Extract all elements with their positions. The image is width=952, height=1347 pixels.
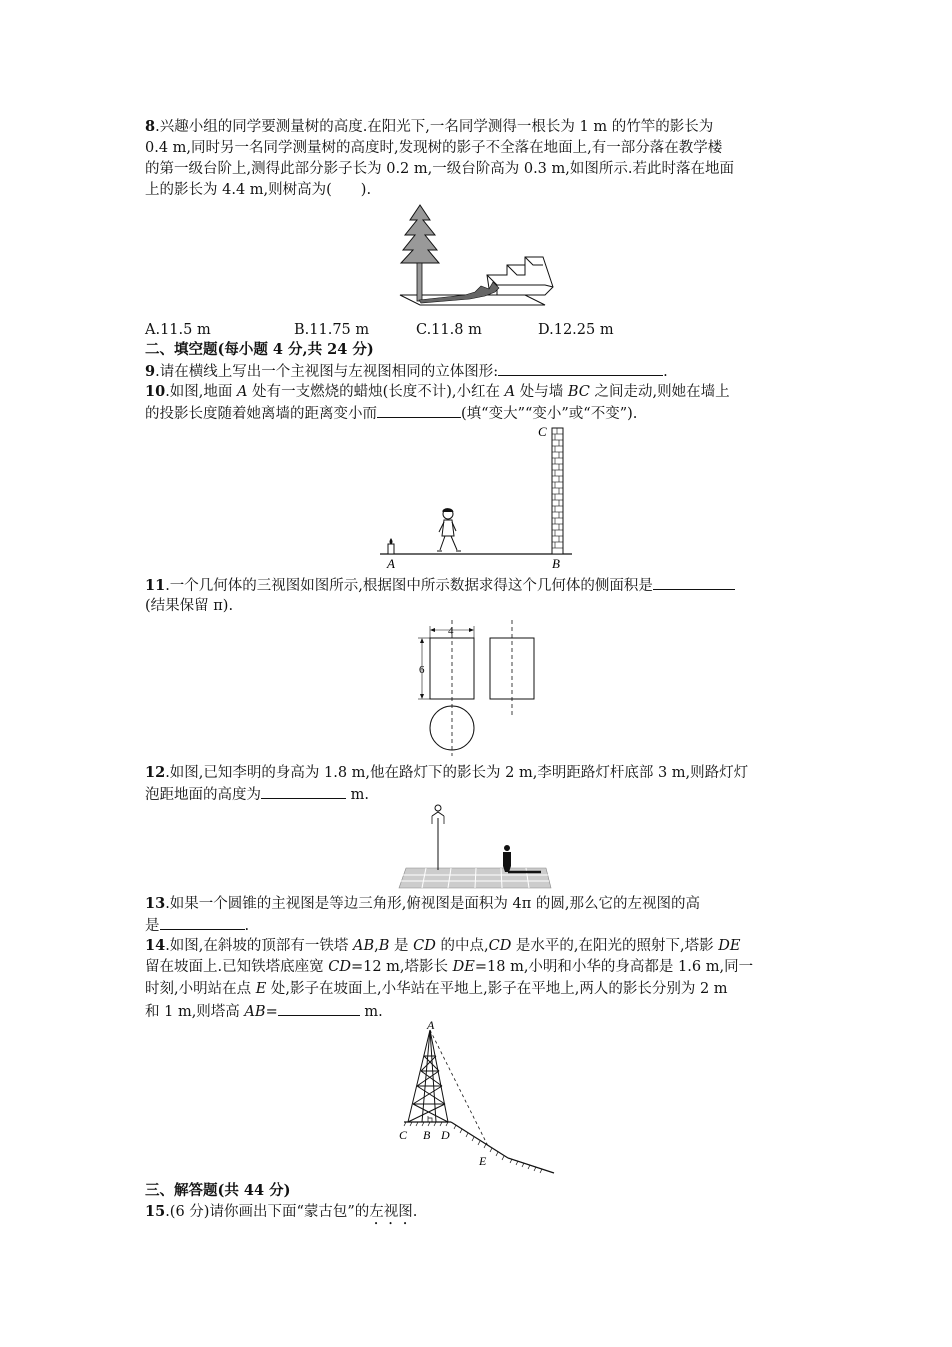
q14-t1h: CD — [488, 938, 512, 954]
q15-text-a: .(6 分)请你画出下面“蒙古包”的 — [165, 1204, 370, 1220]
q13-text-2b: . — [244, 918, 250, 934]
q15-line — [145, 1202, 417, 1228]
street-lamp-figure — [396, 800, 556, 890]
q14-t2a: 留在坡面上.已知铁塔底座宽 — [145, 959, 329, 975]
q10-text-g: 之间走动,则她在墙上 — [589, 384, 730, 400]
q14-t3b: E — [255, 981, 267, 997]
q11-dim-height: 6 — [419, 664, 425, 676]
q13-line-1 — [145, 894, 700, 914]
q10-line-1 — [145, 382, 730, 402]
q10-number: 10 — [145, 383, 166, 400]
q12-text-1: .如图,已知李明的身高为 1.8 m,他在路灯下的影长为 2 m,李明距路灯杆底部 3 m,则路灯灯 — [165, 765, 749, 781]
q8-text-1: .兴趣小组的同学要测量树的高度.在阳光下,一名同学测得一根长为 1 m 的竹竿的影长为 — [155, 119, 714, 135]
q14-t1e: 是 — [389, 938, 414, 954]
q8-option-c: C.11.8 m — [416, 322, 482, 338]
q14-t2b: CD — [328, 959, 351, 975]
q10-answer-blank[interactable] — [377, 403, 461, 418]
q11-line-1 — [145, 575, 735, 596]
q15-text-c: . — [412, 1204, 418, 1220]
q15-emphasis: 左视图 — [369, 1204, 413, 1220]
q13-number: 13 — [145, 895, 166, 912]
q8-line-2: 0.4 m,同时另一名同学测量树的高度时,发现树的影子不全落在地面上,有一部分落在教学楼 — [145, 140, 723, 156]
q14-answer-blank[interactable] — [278, 1001, 360, 1016]
q11-dim-width: 4 — [448, 625, 454, 637]
q11-line-2: (结果保留 π). — [145, 598, 234, 614]
q14-line-4 — [145, 1001, 383, 1022]
q9-text: .请在横线上写出一个主视图与左视图相同的立体图形: — [155, 364, 499, 380]
q12-text-2a: 泡距地面的高度为 — [145, 787, 261, 803]
q14-t2d: DE — [452, 959, 475, 975]
q14-number: 14 — [145, 937, 166, 954]
q14-t1g: 的中点, — [435, 938, 489, 954]
q8-number: 8 — [145, 118, 156, 135]
q9-answer-blank[interactable] — [498, 361, 663, 376]
section-2-heading: 二、填空题(每小题 4 分,共 24 分) — [145, 341, 374, 358]
q14-label-d: D — [441, 1128, 450, 1142]
q12-text-2b: m. — [346, 787, 369, 803]
tree-shadow-figure — [395, 200, 555, 318]
q10-line-2 — [145, 403, 637, 424]
section-3-heading: 三、解答题(共 44 分) — [145, 1182, 291, 1199]
q14-t4d: m. — [359, 1004, 383, 1020]
q9-number: 9 — [145, 363, 156, 380]
q10-text-e: 处与墙 — [515, 384, 568, 400]
q13-text-1: .如果一个圆锥的主视图是等边三角形,俯视图是面积为 4π 的圆,那么它的左视图的高 — [165, 896, 700, 912]
q12-line-2 — [145, 784, 369, 805]
q14-t1f: CD — [413, 938, 436, 954]
q10-text-2a: 的投影长度随着她离墙的距离变小而 — [145, 406, 377, 422]
q8-option-d: D.12.25 m — [538, 322, 614, 338]
q12-number: 12 — [145, 764, 166, 781]
q8-option-a: A.11.5 m — [145, 322, 211, 338]
q14-label-e: E — [479, 1154, 487, 1168]
q14-t3a: 时刻,小明站在点 — [145, 981, 256, 997]
q13-line-2 — [145, 915, 249, 936]
tower-slope-figure — [396, 1016, 556, 1174]
q8-line-4: 上的影长为 4.4 m,则树高为( ). — [145, 182, 372, 198]
q10-var-bc: BC — [567, 384, 590, 400]
q10-var-a2: A — [504, 384, 516, 400]
q14-t1j: DE — [718, 938, 741, 954]
q10-label-b: B — [552, 556, 560, 571]
q15-number: 15 — [145, 1203, 166, 1220]
q14-t2e: =18 m,小明和小华的身高都是 1.6 m,同一 — [474, 959, 754, 975]
q14-t1d: B — [378, 938, 390, 954]
q14-label-c: C — [399, 1128, 408, 1142]
q11-text-1: .一个几何体的三视图如图所示,根据图中所示数据求得这个几何体的侧面积是 — [165, 578, 653, 594]
q13-text-2a: 是 — [145, 918, 160, 934]
q14-t1b: AB — [353, 938, 375, 954]
q10-label-c: C — [538, 424, 547, 439]
q14-t1c: , — [374, 938, 379, 954]
candle-wall-figure — [380, 422, 580, 574]
q11-number: 11 — [145, 577, 166, 594]
q8-option-b: B.11.75 m — [294, 322, 370, 338]
q14-t1a: .如图,在斜坡的顶部有一铁塔 — [165, 938, 354, 954]
q14-t3c: 处,影子在坡面上,小华站在平地上,影子在平地上,两人的影长分别为 2 m — [266, 981, 728, 997]
q8-line-3: 的第一级台阶上,测得此部分影子长为 0.2 m,一级台阶高为 0.3 m,如图所示.若此时落在地面 — [145, 161, 734, 177]
q10-label-a: A — [387, 556, 395, 571]
q14-t4b: AB — [244, 1004, 266, 1020]
q10-text-c: 处有一支燃烧的蜡烛(长度不计),小红在 — [247, 384, 505, 400]
q14-t2c: =12 m,塔影长 — [350, 959, 453, 975]
q14-t4a: 和 1 m,则塔高 — [145, 1004, 245, 1020]
q11-answer-blank[interactable] — [653, 575, 735, 590]
q12-line-1 — [145, 763, 748, 783]
q10-text-a: .如图,地面 — [165, 384, 238, 400]
q14-label-b: B — [423, 1128, 431, 1142]
q10-text-2b: (填“变大”“变小”或“不变”). — [461, 406, 638, 422]
three-views-figure — [410, 618, 550, 758]
q14-line-1 — [145, 936, 740, 956]
q14-t4c: = — [265, 1004, 278, 1020]
q8-line-1 — [145, 117, 713, 137]
q14-label-a: A — [427, 1018, 435, 1032]
q10-var-a: A — [237, 384, 248, 400]
q9-line — [145, 361, 668, 382]
q12-answer-blank[interactable] — [261, 784, 346, 799]
q14-t1i: 是水平的,在阳光的照射下,塔影 — [511, 938, 719, 954]
q14-line-3 — [145, 979, 728, 999]
q14-line-2 — [145, 957, 753, 977]
q13-answer-blank[interactable] — [160, 915, 245, 930]
q9-end: . — [663, 364, 668, 380]
